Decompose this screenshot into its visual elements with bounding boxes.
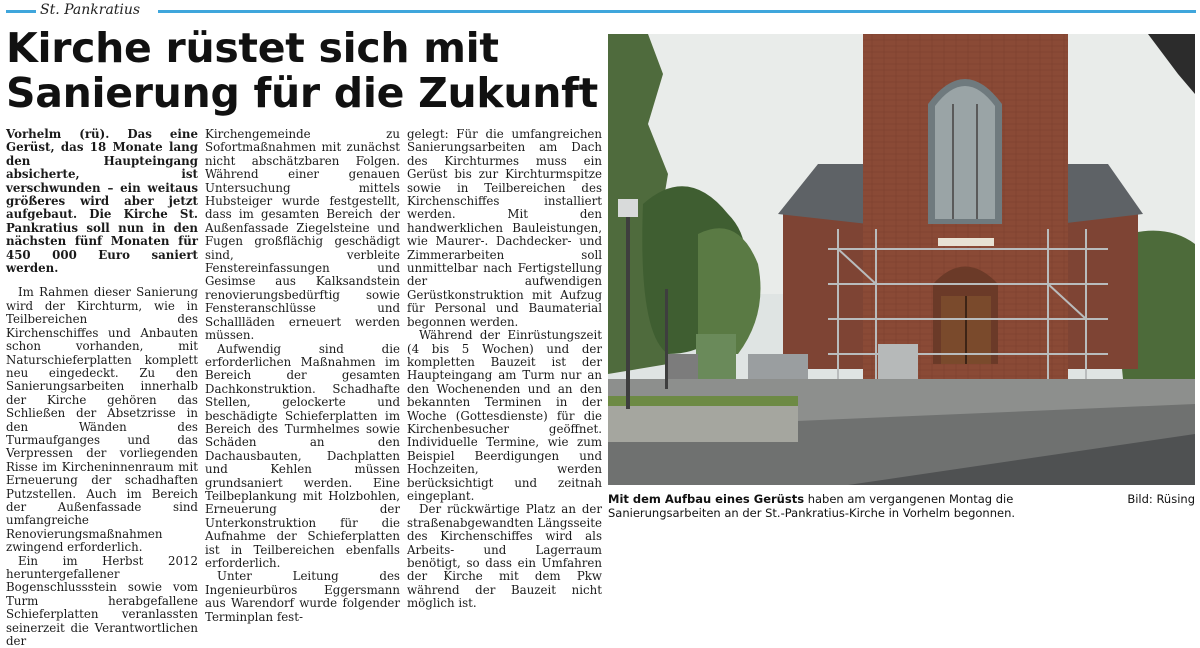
article-column-1 — [6, 128, 198, 648]
section-rule-right — [158, 10, 1196, 13]
article-headline — [6, 26, 606, 116]
article-paragraph: Aufwendig sind die erforderlichen Maßnahmen im Bereich der gesamten Dachkonstruktion. Schadhafte Stellen, gelockerte und beschädigte Schieferplatten im Bereich des Turmhelmes sowie Schäden an den Dachausbauten, Dachplatten und Kehlen müssen grundsaniert werden. Eine Teilbeplankung mit Holzbohlen, Erneuerung der Unterkonstruktion für die Aufnahme der Schieferplatten ist in Teilbereichen ebenfalls erforderlich. — [205, 341, 400, 570]
article-paragraph: gelegt: Für die umfangreichen Sanierungsarbeiten am Dach des Kirchturmes muss ein Gerüst bis zur Kirchturmspitze sowie in Teilbereichen des Kirchenschiffes installiert werden. Mit den handwerklichen Bauleistungen, wie Maurer-. Dachdecker- und Zimmerarbeiten soll unmittelbar nach Fertigstellung der aufwendigen Gerüstkonstruktion mit Aufzug für Personal und Baumaterial begonnen werden. — [407, 127, 602, 329]
article-paragraph: Ein im Herbst 2012 heruntergefallener Bogenschlussstein sowie vom Turm herabgefallene Schieferplatten veranlassten seinerzeit die Verantwortlichen der — [6, 553, 198, 648]
article-paragraph: Kirchengemeinde zu Sofortmaßnahmen mit zunächst nicht abschätzbaren Folgen. Während einer genauen Untersuchung mittels Hubsteiger wurde festgestellt, dass im gesamten Bereich der Außenfassade Ziegelsteine und Fugen großflächig geschädigt sind, verbleite Fenstereinfassungen und Gesimse aus Kalksandstein renovierungsbedürftig sowie Fensteranschlüsse und Schallläden erneuert werden müssen. — [205, 127, 400, 343]
section-rule-left — [6, 10, 36, 13]
article-column-2 — [205, 128, 400, 624]
article-paragraph: Während der Einrüstungszeit (4 bis 5 Wochen) und der kompletten Bauzeit ist der Haupteingang am Turm nur an den Wochenenden und an den bekannten Terminen in der Woche (Gottesdienste) für die Kirchenbesucher geöffnet. Individuelle Termine, wie zum Beispiel Beerdigungen und Hochzeiten, werden berücksichtigt und zeitnah eingeplant. — [407, 328, 602, 503]
headline-line-1: Kirche rüstet sich mit — [6, 24, 499, 72]
section-kicker: St. Pankratius — [40, 2, 141, 18]
headline-line-2: Sanierung für die Zukunft — [6, 69, 598, 117]
article-paragraph: Unter Leitung des Ingenieurbüros Eggersmann aus Warendorf wurde folgender Terminplan fest- — [205, 569, 400, 624]
caption-text: haben am vergangenen Montag die Sanierungsarbeiten an der St.-Pankratius-Kirche in Vorhelm begonnen. — [608, 492, 1016, 520]
photo-credit: Bild: Rüsing — [1127, 492, 1195, 506]
caption-lead: Mit dem Aufbau eines Gerüsts — [608, 492, 805, 506]
photo-caption — [608, 492, 1195, 520]
article-paragraph: Im Rahmen dieser Sanierung wird der Kirchturm, wie in Teilbereichen des Kirchenschiffes und Anbauten schon vorhanden, mit Naturschieferplatten komplett neu eingedeckt. Zu den Sanierungsarbeiten innerhalb der Kirche gehören das Schließen der Absetzrisse in den Wänden des Turmaufganges und das Verpressen der vorliegenden Risse im Kircheninnenraum mit Erneuerung der schadhaften Putzstellen. Auch im Bereich der Außenfassade sind umfangreiche Renovierungsmaßnahmen zwingend erforderlich. — [6, 285, 198, 555]
article-paragraph: Der rückwärtige Platz an der straßenabgewandten Längsseite des Kirchenschiffes wird als Arbeits- und Lagerraum benötigt, so dass ein Umfahren der Kirche mit dem Pkw während der Bauzeit nicht möglich ist. — [407, 502, 602, 611]
article-column-3 — [407, 128, 602, 611]
church-photo — [608, 34, 1195, 485]
article-lead: Vorhelm (rü). Das eine Gerüst, das 18 Monate lang den Haupteingang absicherte, ist verschwunden – ein weitaus größeres wird aber jetzt aufgebaut. Die Kirche St. Pankratius soll nun in den nächsten fünf Monaten für 450 000 Euro saniert werden. — [6, 127, 198, 276]
